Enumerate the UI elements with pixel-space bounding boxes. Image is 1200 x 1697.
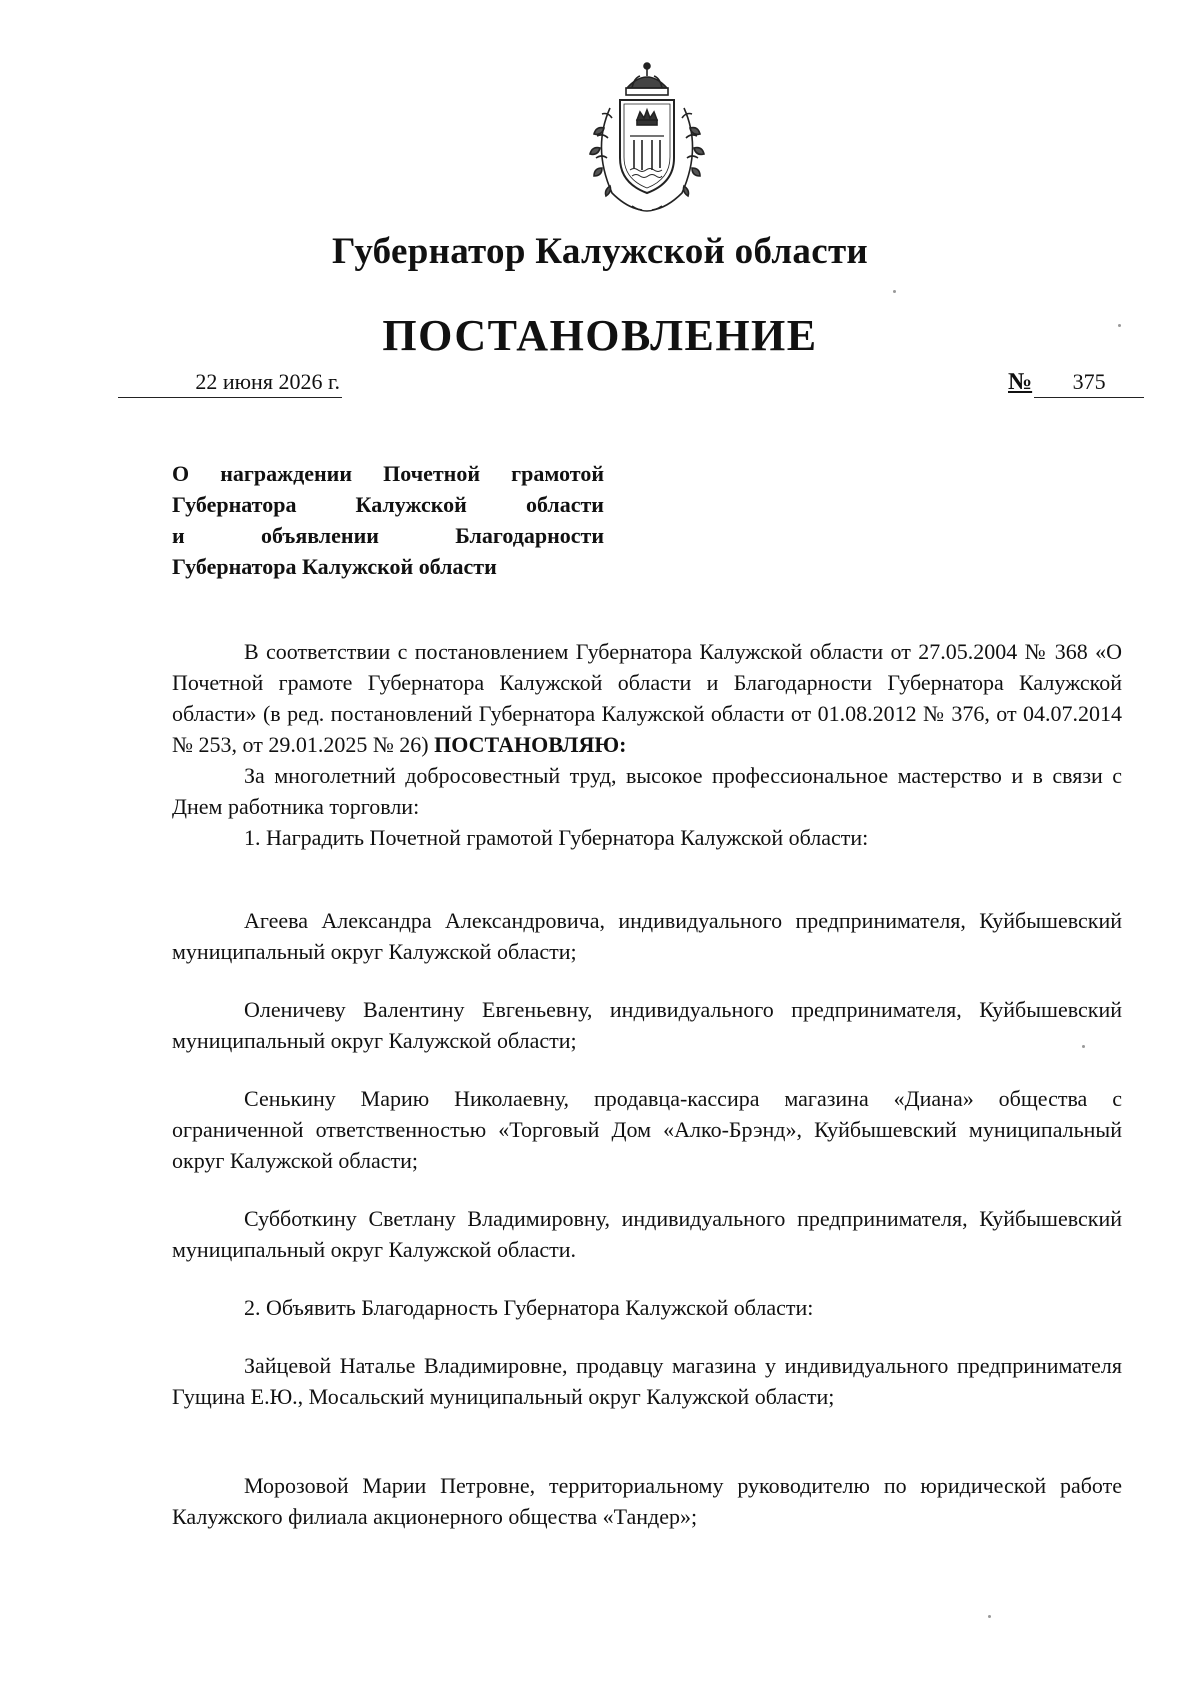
preamble-text: В соответствии с постановлением Губернатора Калужской области от 27.05.2004 № 368 «О Почетной грамоте Губернатора Калужской области и Благодарности Губернатора Калужской области» (в ред. постановлений Губернатора Калужской области от 01.08.2012 № 376, от 04.07.2014 № 253, от 29.01.2025 № 26) <box>172 639 1122 757</box>
kaluga-region-coat-of-arms-icon <box>582 58 712 218</box>
awardee-paragraph: Субботкину Светлану Владимировну, индивидуального предпринимателя, Куйбышевский муниципальный округ Калужской области. <box>172 1206 1122 1262</box>
scan-speck <box>1082 1045 1085 1048</box>
section-1-title: 1. Наградить Почетной грамотой Губернатора Калужской области: <box>244 825 869 850</box>
document-number-label: № <box>1008 369 1033 395</box>
section-1-item <box>172 994 1122 1056</box>
date-number-row <box>118 367 1166 403</box>
document-number-field <box>1008 367 1166 398</box>
preamble-paragraph <box>172 636 1122 760</box>
document-subject <box>172 458 604 582</box>
issuing-authority-title: Губернатор Калужской области <box>331 231 869 272</box>
awardee-paragraph: Сенькину Марию Николаевну, продавца-кассира магазина «Диана» общества с ограниченной ответственностью «Торговый Дом «Алко-Брэнд», Куйбышевский муниципальный округ Калужской области; <box>172 1086 1122 1173</box>
preamble-block <box>172 636 1122 853</box>
document-number: 375 <box>1034 367 1144 398</box>
scan-speck <box>893 290 896 293</box>
document-type-title: ПОСТАНОВЛЕНИЕ <box>382 311 818 360</box>
awardee-paragraph: Зайцевой Наталье Владимировне, продавцу магазина у индивидуального предпринимателя Гущина Е.Ю., Мосальский муниципальный округ Калужской области; <box>172 1353 1122 1409</box>
section-2-item <box>172 1350 1122 1412</box>
awardee-paragraph: Морозовой Марии Петровне, территориальному руководителю по юридической работе Калужского филиала акционерного общества «Тандер»; <box>172 1473 1122 1529</box>
subject-line: Губернатора Калужской области <box>172 492 604 517</box>
section-2-title-block <box>172 1292 1122 1323</box>
subject-line: О награждении Почетной грамотой <box>172 461 604 486</box>
reason-paragraph: За многолетний добросовестный труд, высокое профессиональное мастерство и в связи с Днем работника торговли: <box>172 763 1122 819</box>
section-1-item <box>172 1083 1122 1176</box>
decree-word: ПОСТАНОВЛЯЮ: <box>434 732 627 757</box>
subject-line: и объявлении Благодарности <box>172 523 604 548</box>
section-2-item <box>172 1470 1122 1532</box>
scan-speck <box>988 1615 991 1618</box>
awardee-paragraph: Агеева Александра Александровича, индивидуального предпринимателя, Куйбышевский муниципальный округ Калужской области; <box>172 908 1122 964</box>
awardee-paragraph: Оленичеву Валентину Евгеньевну, индивидуального предпринимателя, Куйбышевский муниципальный округ Калужской области; <box>172 997 1122 1053</box>
subject-line: Губернатора Калужской области <box>172 554 497 579</box>
scan-speck <box>1118 324 1121 327</box>
section-1-item <box>172 905 1122 967</box>
section-2-title: 2. Объявить Благодарность Губернатора Калужской области: <box>244 1295 814 1320</box>
section-1-item <box>172 1203 1122 1265</box>
document-date: 22 июня 2026 г. <box>118 367 342 398</box>
